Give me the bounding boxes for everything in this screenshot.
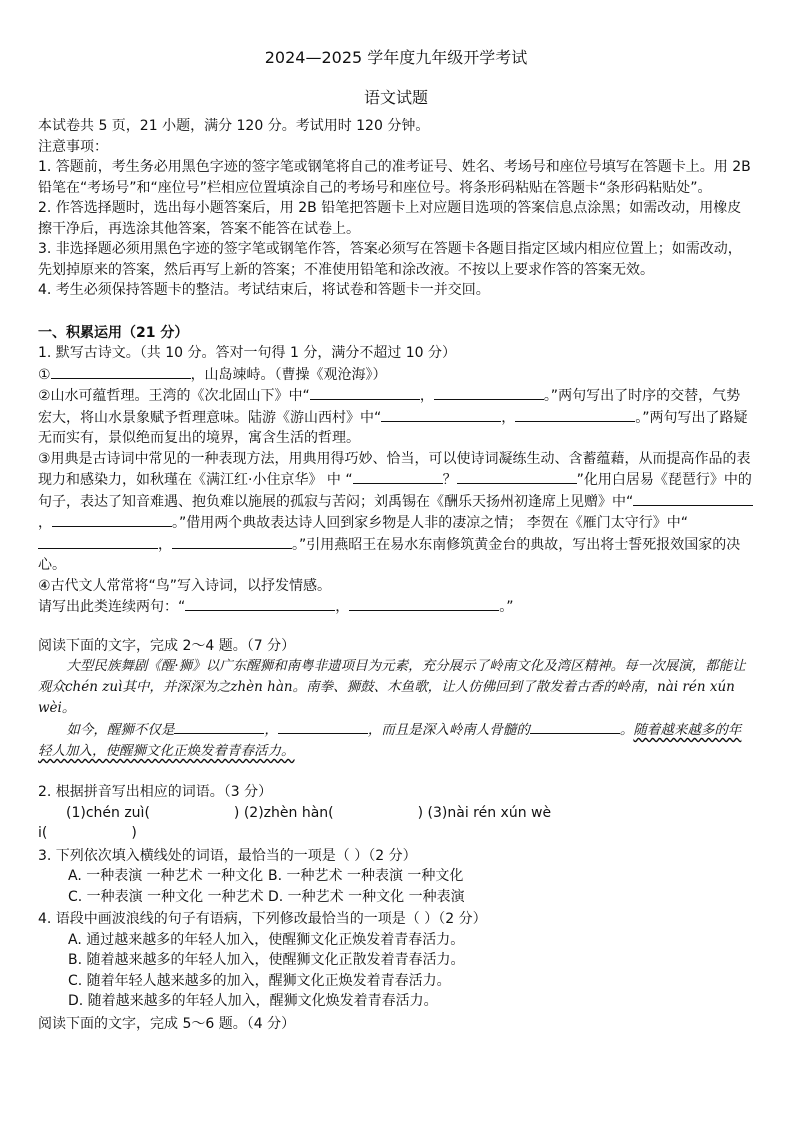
- answer-blank[interactable]: [515, 407, 635, 422]
- answer-blank[interactable]: [52, 512, 172, 527]
- answer-blank[interactable]: [38, 534, 158, 549]
- exam-title: 2024—2025 学年度九年级开学考试: [264, 48, 528, 67]
- answer-blank[interactable]: [185, 596, 335, 611]
- answer-blank[interactable]: [381, 407, 501, 422]
- q4-stem: 4. 语段中画波浪线的句子有语病，下列修改最恰当的一项是（ ）（2 分）: [38, 911, 487, 927]
- q3-stem: 3. 下列依次填入横线处的词语，最恰当的一项是（ ）（2 分）: [38, 847, 417, 864]
- q3-options-row: [38, 866, 754, 887]
- option-d[interactable]: D. 一种艺术 一种文化 一种表演: [268, 888, 465, 905]
- exam-summary: 本试卷共 5 页，21 小题，满分 120 分。考试用时 120 分钟。: [38, 118, 430, 134]
- option-b[interactable]: B. 随着越来越多的年轻人加入，使醒狮文化正散发着青春活力。: [68, 952, 465, 968]
- option-c[interactable]: C. 随着年轻人越来越多的加入，醒狮文化正焕发着青春活力。: [68, 972, 451, 989]
- q1-item-2: ②山水可蕴哲理。王湾的《次北固山下》中“ ， 。”两句写出了时序的交替，气势宏大，将山水景象赋予哲理意味。陆游《游山西村》中“ ， 。”两句写出了路疑无而实有，景似绝而复出的境界，寓含生活的哲理。: [38, 385, 754, 449]
- answer-blank[interactable]: [633, 491, 753, 506]
- section-heading: 一、积累运用（21 分）: [38, 324, 189, 341]
- option-c[interactable]: C. 一种表演 一种文化 一种艺术: [68, 888, 264, 905]
- answer-blank[interactable]: [278, 719, 368, 734]
- passage-paragraph: 大型民族舞剧《醒·狮》以广东醒狮和南粤非遗项目为元素，充分展示了岭南文化及湾区精神。每一次展演，都能让观众chén zuì其中，并深深为之zhèn hàn。南拳、狮鼓、木鱼歌，让人仿佛回到了散发着古香的岭南，nài rén xún wèi。: [38, 658, 746, 716]
- answer-blank[interactable]: [310, 385, 420, 400]
- note-1: 1. 答题前，考生务必用黑色字迹的签字笔或钢笔将自己的准考证号、姓名、考场号和座位号填写在答题卡上。用 2B 铅笔在“考场号”和“座位号”栏相应位置填涂自己的考场号和座位号。将条形码粘贴在答题卡“条形码粘贴处”。: [38, 159, 751, 196]
- q1-item-3: ③用典是古诗词中常见的一种表现方法，用典用得巧妙、恰当，可以使诗词凝练生动、含蓄蕴藉，从而提高作品的表现力和感染力，如秋瑾在《满江红·小住京华》 中 “ ？ ”化用白居易《琵琶行》中的句子，表达了知音难遇、抱负难以施展的孤寂与苦闷；刘禹锡在《酬乐天扬州初逢席上见赠》中“， 。”借用两个典故表达诗人回到家乡物是人非的凄凉之情； 李贺在《雁门太守行》中“， 。”引用燕昭王在易水东南修筑黄金台的典故，写出将士誓死报效国家的决心。: [38, 450, 752, 573]
- answer-blank[interactable]: [434, 385, 544, 400]
- answer-blank[interactable]: [530, 719, 620, 734]
- option-a[interactable]: A. 通过越来越多的年轻人加入，使醒狮文化正焕发着青春活力。: [68, 931, 465, 948]
- q2-stem: 2. 根据拼音写出相应的词语。（3 分）: [38, 784, 273, 800]
- q2-answers-cont: i( ): [38, 825, 137, 841]
- note-3: 3. 非选择题必须用黑色字迹的签字笔或钢笔作答，答案必须写在答题卡各题目指定区域内相应位置上；如需改动，先划掉原来的答案，然后再写上新的答案；不准使用铅笔和涂改液。不按以上要求作答的答案无效。: [38, 241, 742, 278]
- option-a[interactable]: A. 一种表演 一种艺术 一种文化: [68, 868, 264, 884]
- wavy-sentence: 随着越来越多的年轻人加入，使醒狮文化正焕发着青春活力。: [38, 722, 742, 759]
- answer-blank[interactable]: [457, 469, 577, 484]
- option-b[interactable]: B. 一种艺术 一种表演 一种文化: [268, 868, 464, 884]
- answer-blank[interactable]: [51, 364, 191, 379]
- answer-blank[interactable]: [172, 534, 292, 549]
- reading-lead: 阅读下面的文字，完成 2～4 题。（7 分）: [38, 637, 296, 654]
- q1-item-4: ④古代文人常常将“鸟”写入诗词，以抒发情感。: [38, 577, 332, 594]
- passage-paragraph: 如今，醒狮不仅是 ， ，而且是深入岭南人骨髓的 。随着越来越多的年轻人加入，使醒狮文化正焕发着青春活力。: [38, 719, 754, 762]
- reading-lead-2: 阅读下面的文字，完成 5～6 题。（4 分）: [38, 1015, 296, 1032]
- option-d[interactable]: D. 随着越来越多的年轻人加入，醒狮文化焕发着青春活力。: [68, 993, 438, 1009]
- exam-subtitle: 语文试题: [363, 88, 428, 107]
- note-4: 4. 考生必须保持答题卡的整洁。考试结束后，将试卷和答题卡一并交回。: [38, 282, 490, 298]
- q2-answers: (1)chén zuì( ) (2)zhèn hàn( ) (3)nài rén xún wè: [66, 804, 552, 821]
- answer-blank[interactable]: [349, 596, 499, 611]
- answer-blank[interactable]: [174, 719, 264, 734]
- q3-options-row: [38, 887, 754, 908]
- q1-stem: 1. 默写古诗文。（共 10 分。答对一句得 1 分，满分不超过 10 分）: [38, 345, 457, 361]
- answer-blank[interactable]: [353, 469, 443, 484]
- q1-item-1: ① ，山岛竦峙。（曹操《观沧海》）: [38, 364, 754, 386]
- notes-title: 注意事项：: [38, 138, 108, 155]
- note-2: 2. 作答选择题时，选出每小题答案后，用 2B 铅笔把答题卡上对应题目选项的答案信息点涂黑；如需改动，用橡皮擦干净后，再选涂其他答案，答案不能答在试卷上。: [38, 200, 742, 237]
- q1-item-4-prompt: 请写出此类连续两句：“ ， 。”: [38, 596, 754, 618]
